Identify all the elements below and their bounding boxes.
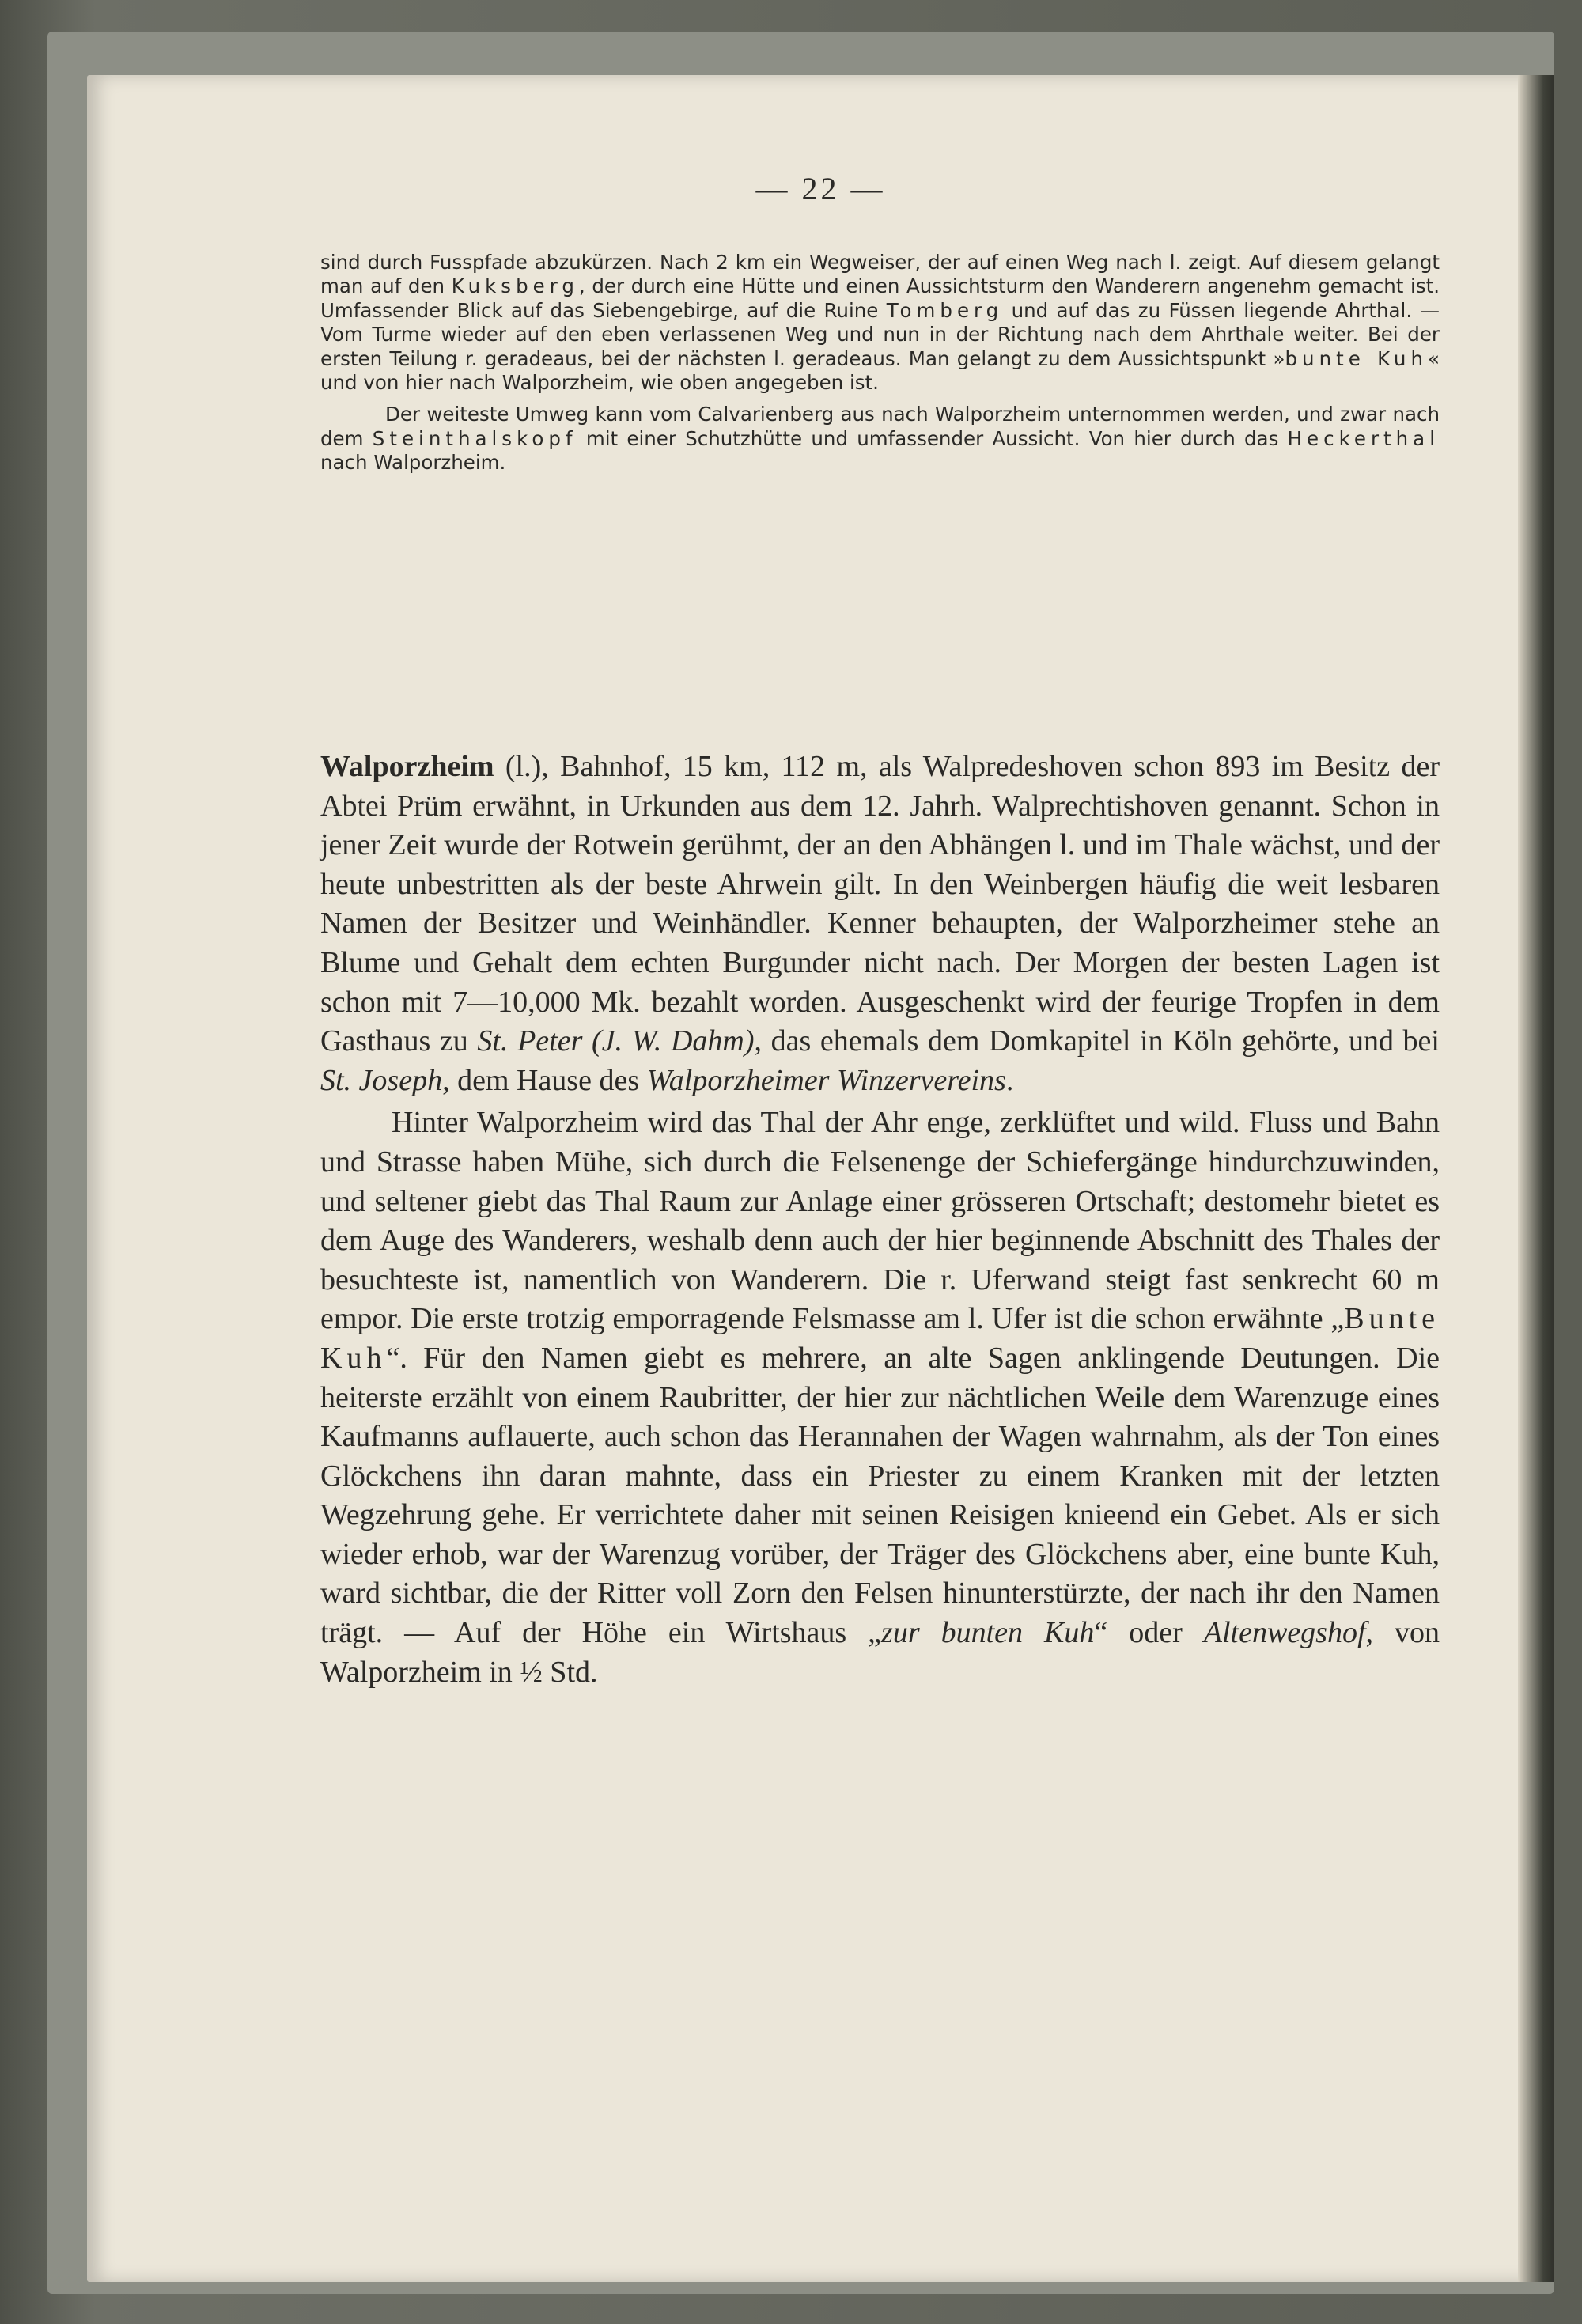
inn-st-joseph: St. Joseph xyxy=(320,1063,443,1097)
small-paragraph-1: sind durch Fusspfade abzukürzen. Nach 2 km ein Wegweiser, der auf einen Weg nach l. zeigt. Auf diesem gelangt man auf den Kuksberg, der durch eine Hütte und einen Aussichtsturm den Wanderern angenehm gemacht ist. Umfassender Blick auf das Siebengebirge, auf die Ruine Tomberg und auf das zu Füssen liegende Ahrthal. — Vom Turme wieder auf den eben verlassenen Weg und nun in der Richtung nach dem Ahrthale weiter. Bei der ersten Teilung r. geradeaus, bei der nächsten l. geradeaus. Man gelangt zu dem Aussichtspunkt »bunte Kuh« und von hier nach Walporzheim, wie oben angegeben ist. xyxy=(320,251,1440,395)
page-right-edge xyxy=(1518,75,1554,2282)
place-bunte-kuh: bunte Kuh xyxy=(1285,346,1428,370)
winzerverein: Walporzheimer Winzervereins xyxy=(646,1063,1006,1097)
place-kuksberg: Kuksberg xyxy=(451,274,579,298)
place-heckerthal: Heckerthal xyxy=(1287,426,1440,450)
inn-st-peter: St. Peter (J. W. Dahm) xyxy=(477,1024,755,1058)
inn-altenwegshof: Altenwegshof xyxy=(1203,1616,1366,1650)
small-paragraph-2: Der weiteste Umweg kann vom Calvarienberg aus nach Walporzheim unternommen werden, und zwar nach dem Steinthalskopf mit einer Schutzhütte und umfassender Aussicht. Von hier durch das Heckerthal nach Walporzheim. xyxy=(320,403,1440,475)
paragraph-walporzheim: Walporzheim (l.), Bahnhof, 15 km, 112 m, als Walpredeshoven schon 893 im Besitz der Abtei Prüm erwähnt, in Urkunden aus dem 12. Jahrh. Walprechtishoven genannt. Schon in jener Zeit wurde der Rotwein gerühmt, der an den Abhängen l. und im Thale wächst, und der heute unbestritten als der beste Ahrwein gilt. In den Weinbergen häufig die weit lesbaren Namen der Besitzer und Weinhändler. Kenner behaupten, der Walporzheimer stehe an Blume und Gehalt dem echten Burgunder nicht nach. Der Morgen der besten Lagen ist schon mit 7—10,000 Mk. bezahlt worden. Ausgeschenkt wird der feurige Tropfen in dem Gasthaus zu St. Peter (J. W. Dahm), das ehemals dem Domkapitel in Köln gehörte, und bei St. Joseph, dem Hause des Walporzheimer Winzervereins. xyxy=(320,750,1440,1097)
paragraph-hinter-walporzheim: Hinter Walporzheim wird das Thal der Ahr enge, zerklüftet und wild. Fluss und Bahn und Strasse haben Mühe, sich durch die Felsenenge der Schiefergänge hindurchzuwinden, und seltener giebt das Thal Raum zur Anlage einer grösseren Ortschaft; destomehr bietet es dem Auge des Wanderers, weshalb denn auch der hier beginnende Abschnitt des Thales der besuchteste ist, namentlich von Wanderern. Die r. Uferwand steigt fast senkrecht 60 m empor. Die erste trotzig emporragende Felsmasse am l. Ufer ist die schon erwähnte „Bunte Kuh“. Für den Namen giebt es mehrere, an alte Sagen anklingende Deutungen. Die heiterste erzählt von einem Raubritter, der hier zur nächtlichen Weile dem Warenzuge eines Kaufmanns auflauerte, auch schon das Herannahen der Wagen wahrnahm, als der Ton eines Glöckchens ihn daran mahnte, dass ein Priester zu einem Kranken mit der letzten Wegzehrung gehe. Er verrichtete daher mit seinen Reisigen knieend ein Gebet. Als er sich wieder erhob, war der Warenzug vorüber, der Träger des Glöckchens aber, eine bunte Kuh, ward sichtbar, die der Ritter voll Zorn den Felsen hinunterstürzte, der nach ihr den Namen trägt. — Auf der Höhe ein Wirtshaus „zur bunten Kuh“ oder Altenwegshof, von Walporzheim in ½ Std. xyxy=(320,1106,1440,1689)
rock-bunte-kuh: Bunte Kuh xyxy=(320,1302,1440,1375)
page-number: — 22 — xyxy=(755,171,886,206)
book-page xyxy=(87,75,1554,2282)
main-text-section xyxy=(320,748,1440,1692)
place-tomberg: Tomberg xyxy=(886,298,1004,322)
place-steinthalskopf: Steinthalskopf xyxy=(372,426,577,450)
inn-zur-bunten-kuh: zur bunten Kuh xyxy=(881,1616,1095,1650)
small-print-section xyxy=(320,251,1440,475)
entry-heading: Walporzheim xyxy=(320,750,494,783)
